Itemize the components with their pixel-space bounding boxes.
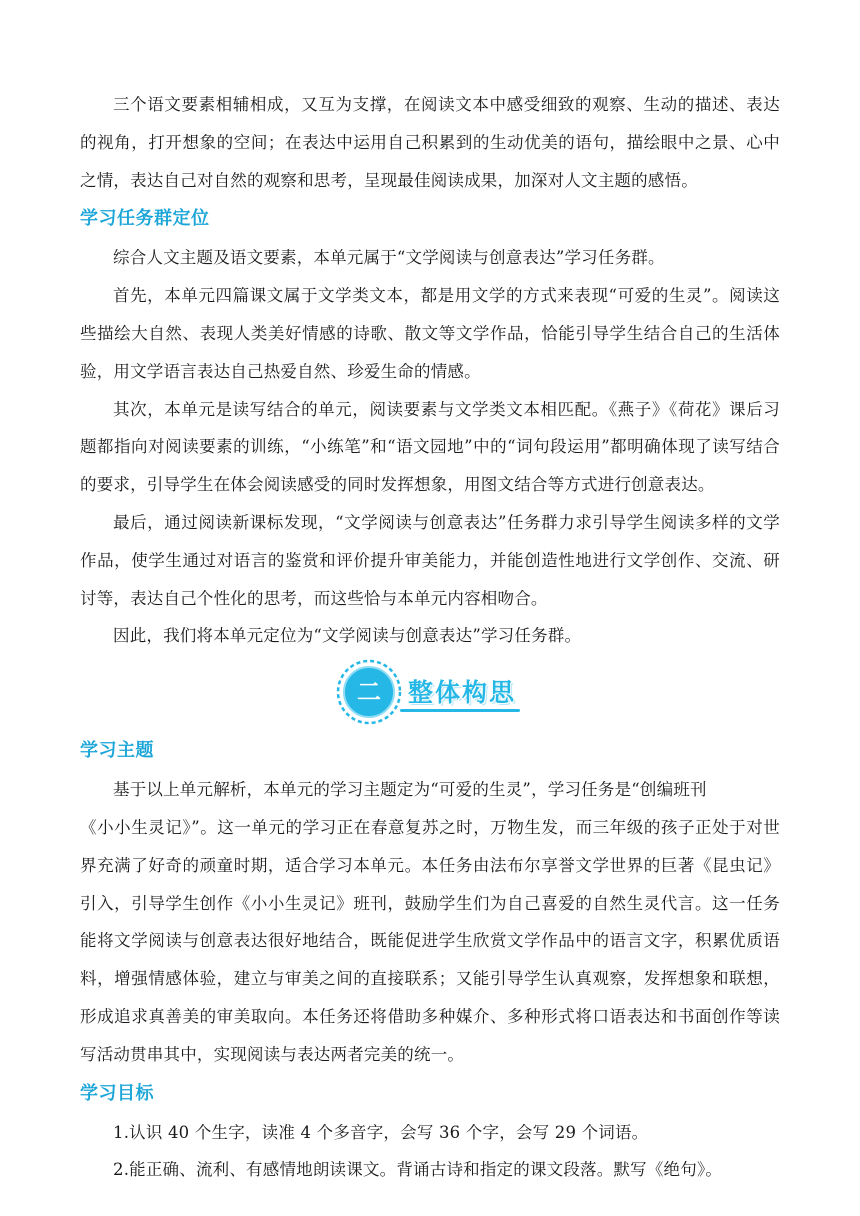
task-group-heading: 学习任务群定位 [80, 208, 210, 230]
task-group-paragraph: 综合人文主题及语文要素，本单元属于“文学阅读与创意表达”学习任务群。 [113, 248, 665, 268]
goals-heading: 学习目标 [80, 1082, 154, 1104]
goal-item: 1.认识 40 个生字，读准 4 个多音字，会写 36 个字，会写 29 个词语。 [113, 1122, 649, 1142]
section-banner [80, 659, 780, 725]
document-page [80, 86, 780, 1189]
task-group-paragraph: 首先，本单元四篇课文属于文学类文本，都是用文学的方式来表现“可爱的生灵”。阅读这些描绘大自然、表现人类美好情感的诗歌、散文等文学作品，恰能引导学生结合自己的生活体验，用文学语言表达自己热爱自然、珍爱生命的情感。 [80, 286, 780, 381]
banner-title: 整体构思 [408, 678, 517, 708]
banner-number: 二 [357, 678, 381, 707]
theme-paragraph: 《小小生灵记》”。这一单元的学习正在春意复苏之时，万物生发，而三年级的孩子正处于对世界充满了好奇的顽童时期，适合学习本单元。本任务由法布尔享誉文学世界的巨著《昆虫记》引入，引导学生创作《小小生灵记》班刊，鼓励学生们为自己喜爱的自然生灵代言。这一任务能将文学阅读与创意表达很好地结合，既能促进学生欣赏文学作品中的语言文字，积累优质语料，增强情感体验，建立与审美之间的直接联系；又能引导学生认真观察，发挥想象和联想，形成追求真善美的审美取向。本任务还将借助多种媒介、多种形式将口语表达和书面创作等读写活动贯串其中，实现阅读与表达两者完美的统一。 [80, 817, 780, 1064]
intro-paragraph: 三个语文要素相辅相成，又互为支撑，在阅读文本中感受细致的观察、生动的描述、表达的视角，打开想象的空间；在表达中运用自己积累到的生动优美的语句，描绘眼中之景、心中之情，表达自己对自然的观察和思考，呈现最佳阅读成果，加深对人文主题的感悟。 [80, 95, 780, 190]
task-group-paragraph: 因此，我们将本单元定位为“文学阅读与创意表达”学习任务群。 [113, 626, 582, 646]
goal-item: 2.能正确、流利、有感情地朗读课文。背诵古诗和指定的课文段落。默写《绝句》。 [113, 1160, 723, 1180]
theme-paragraph-line1: 基于以上单元解析，本单元的学习主题定为“可爱的生灵”，学习任务是“创编班刊 [113, 780, 707, 800]
task-group-paragraph: 其次，本单元是读写结合的单元，阅读要素与文学类文本相匹配。《燕子》《荷花》课后习题都指向对阅读要素的训练，“小练笔”和“语文园地”中的“词句段运用”都明确体现了读写结合的要求，引导学生在体会阅读感受的同时发挥想象，用图文结合等方式进行创意表达。 [80, 399, 780, 495]
task-group-paragraph: 最后，通过阅读新课标发现，“文学阅读与创意表达”任务群力求引导学生阅读多样的文学作品，使学生通过对语言的鉴赏和评价提升审美能力，并能创造性地进行文学创作、交流、研讨等，表达自己个性化的思考，而这些恰与本单元内容相吻合。 [80, 512, 780, 608]
theme-heading: 学习主题 [80, 740, 154, 762]
